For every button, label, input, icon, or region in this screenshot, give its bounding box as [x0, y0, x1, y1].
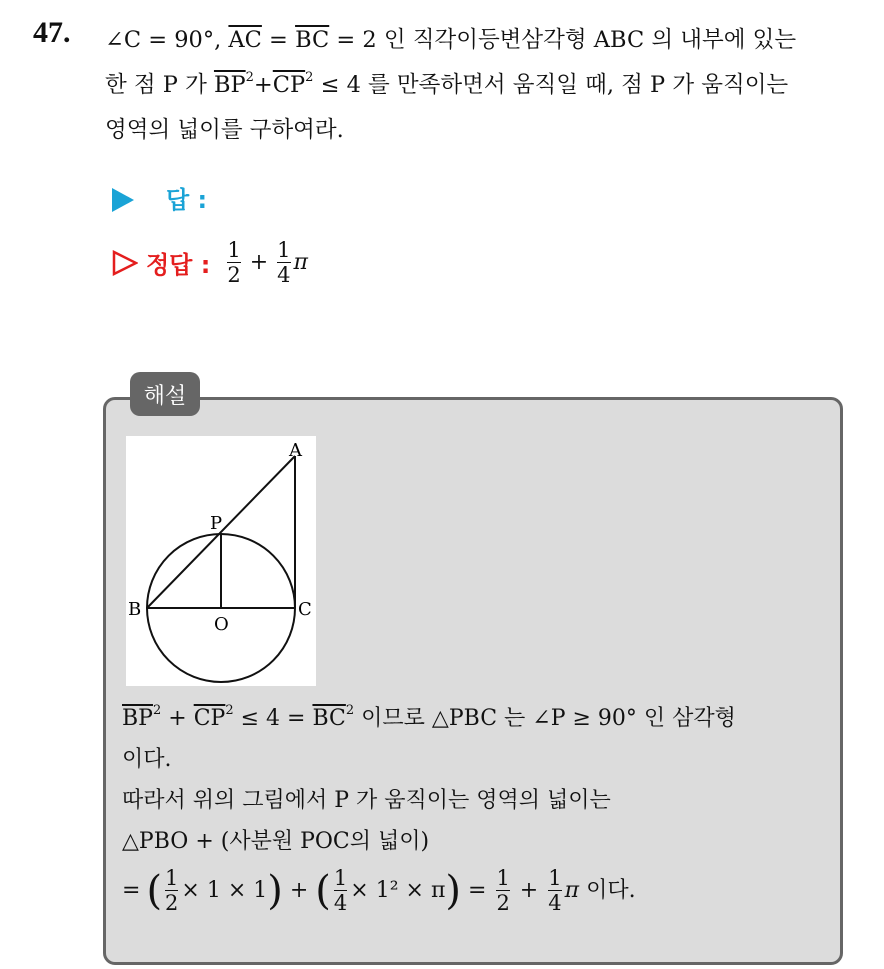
- answer-row: [112, 180, 207, 215]
- solution-line-3: 따라서 위의 그림에서 P 가 움직이는 영역의 넓이는: [122, 788, 611, 813]
- correct-answer-label: 정답 :: [146, 251, 211, 279]
- answer-label: 답 :: [166, 186, 208, 214]
- play-triangle-icon: [112, 188, 134, 212]
- label-o: O: [214, 614, 229, 635]
- problem-line-1: ∠C = 90°, $\overline{AC} = \overline{BC} = 2$ 인 직각이등변삼각형 ABC 의 내부에 있는: [105, 27, 797, 53]
- solution-line-1: $\overline{BP}^2 + \overline{CP}^2 \le 4 = \overline{BC}^2$ 이므로 △PBC 는 ∠P ≥ 90° 인 삼각형: [122, 703, 736, 731]
- label-a: A: [289, 440, 302, 461]
- problem-text: [105, 18, 884, 153]
- label-p: P: [210, 513, 223, 534]
- problem-line-3: 영역의 넓이를 구하여라.: [105, 117, 344, 143]
- label-c: C: [298, 599, 312, 620]
- correct-answer-value: $\frac{1}{2}$ + $\frac{1}{4}$ π: [227, 238, 308, 287]
- solution-line-5: = ( $\frac{1}{2}$ × 1 × 1 ) + ( $\frac{1}{4}$ × 1² × π ) = $\frac{1}{2}$ + $\frac{1}{4}$ π 이다.: [122, 866, 636, 915]
- solution-text: [122, 698, 834, 915]
- outline-triangle-icon: [112, 250, 138, 276]
- geometry-figure: [126, 436, 316, 686]
- solution-tag: 해설: [130, 372, 200, 416]
- solution-line-4: △PBO + (사분원 POC의 넓이): [122, 829, 430, 854]
- label-b: B: [128, 599, 142, 620]
- problem-line-2: 한 점 P 가 $\overline{BP}^2+\overline{CP}^2 \le 4$ 를 만족하면서 움직일 때, 점 P 가 움직이는: [105, 70, 789, 98]
- problem-number: 47.: [33, 16, 71, 49]
- solution-line-2: 이다.: [122, 747, 172, 772]
- correct-answer-row: [112, 238, 308, 287]
